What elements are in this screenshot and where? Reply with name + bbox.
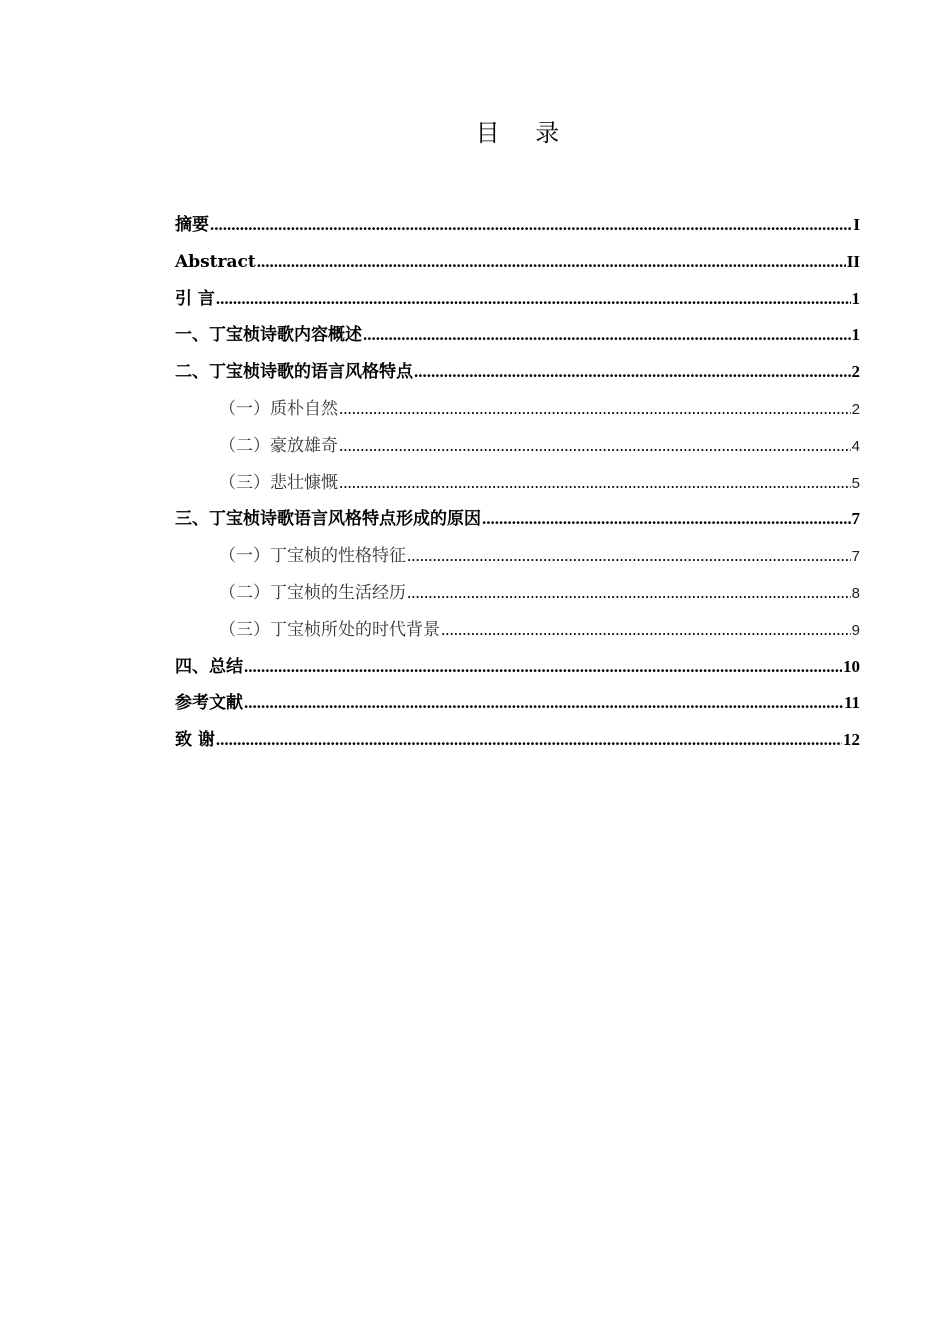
toc-entry-label: 二、丁宝桢诗歌的语言风格特点 [175,362,413,383]
toc-entry-label: 四、总结 [175,656,243,677]
toc-entry-section-2-3[interactable] [175,465,860,502]
toc-entry-section-1[interactable] [175,317,860,354]
toc-entry-section-3[interactable] [175,501,860,538]
toc-dot-leader [257,244,846,281]
toc-dot-leader [407,575,851,612]
toc-page-number: 10 [843,656,860,676]
toc-page-number: 9 [851,621,860,639]
toc-page-number: 1 [851,288,860,308]
toc-dot-leader [363,317,851,354]
toc-entry-label: （三）悲壮慷慨 [219,472,338,493]
toc-page-number: I [853,215,860,234]
toc-entry-label: 三、丁宝桢诗歌语言风格特点形成的原因 [175,509,481,530]
toc-dot-leader [441,612,851,649]
toc-dot-leader [482,501,851,538]
toc-entry-section-3-3[interactable] [175,612,860,649]
toc-dot-leader [216,722,842,759]
toc-entry-label: （一）丁宝桢的性格特征 [219,546,406,567]
toc-dot-leader [407,538,851,575]
toc-page-number: 11 [843,693,860,713]
toc-page-number: 7 [851,548,860,566]
toc-entry-section-2-2[interactable] [175,428,860,465]
toc-page-number: 8 [851,584,860,602]
toc-entry-label: （一）质朴自然 [219,398,338,419]
toc-entry-label: 引 言 [175,288,215,309]
toc-entry-abstract-en[interactable] [175,244,860,281]
toc-page-number: 2 [851,362,860,382]
toc-page-number: 4 [851,437,860,455]
toc-entry-label: 一、丁宝桢诗歌内容概述 [175,325,362,346]
toc-page-number: II [846,251,860,271]
toc-page-number: 12 [843,730,860,750]
table-of-contents [175,207,860,759]
toc-page-number: 1 [851,325,860,345]
toc-entry-label: 参考文献 [175,693,243,714]
toc-entry-section-3-2[interactable] [175,575,860,612]
toc-dot-leader [244,685,843,722]
page-title: 目 录 [475,119,574,147]
toc-entry-label: （二）丁宝桢的生活经历 [219,582,406,603]
toc-page-number: 2 [851,400,860,418]
toc-entry-section-4[interactable] [175,649,860,686]
toc-dot-leader [210,207,852,244]
toc-entry-acknowledgements[interactable] [175,722,860,759]
toc-dot-leader [414,354,851,391]
toc-entry-section-3-1[interactable] [175,538,860,575]
toc-dot-leader [339,465,851,502]
toc-entry-section-2-1[interactable] [175,391,860,428]
toc-page-number: 5 [851,474,860,492]
toc-entry-label: （二）豪放雄奇 [219,435,338,456]
toc-entry-label: 摘要 [175,215,209,235]
toc-entry-label: Abstract [175,251,256,272]
toc-entry-section-2[interactable] [175,354,860,391]
toc-entry-introduction[interactable] [175,281,860,318]
toc-entry-label: （三）丁宝桢所处的时代背景 [219,619,440,640]
toc-entry-abstract-cn[interactable] [175,207,860,244]
toc-dot-leader [244,649,842,686]
toc-entry-references[interactable] [175,685,860,722]
toc-dot-leader [216,281,851,318]
toc-page-number: 7 [851,509,860,529]
toc-dot-leader [339,391,851,428]
toc-dot-leader [339,428,851,465]
toc-entry-label: 致 谢 [175,730,215,751]
